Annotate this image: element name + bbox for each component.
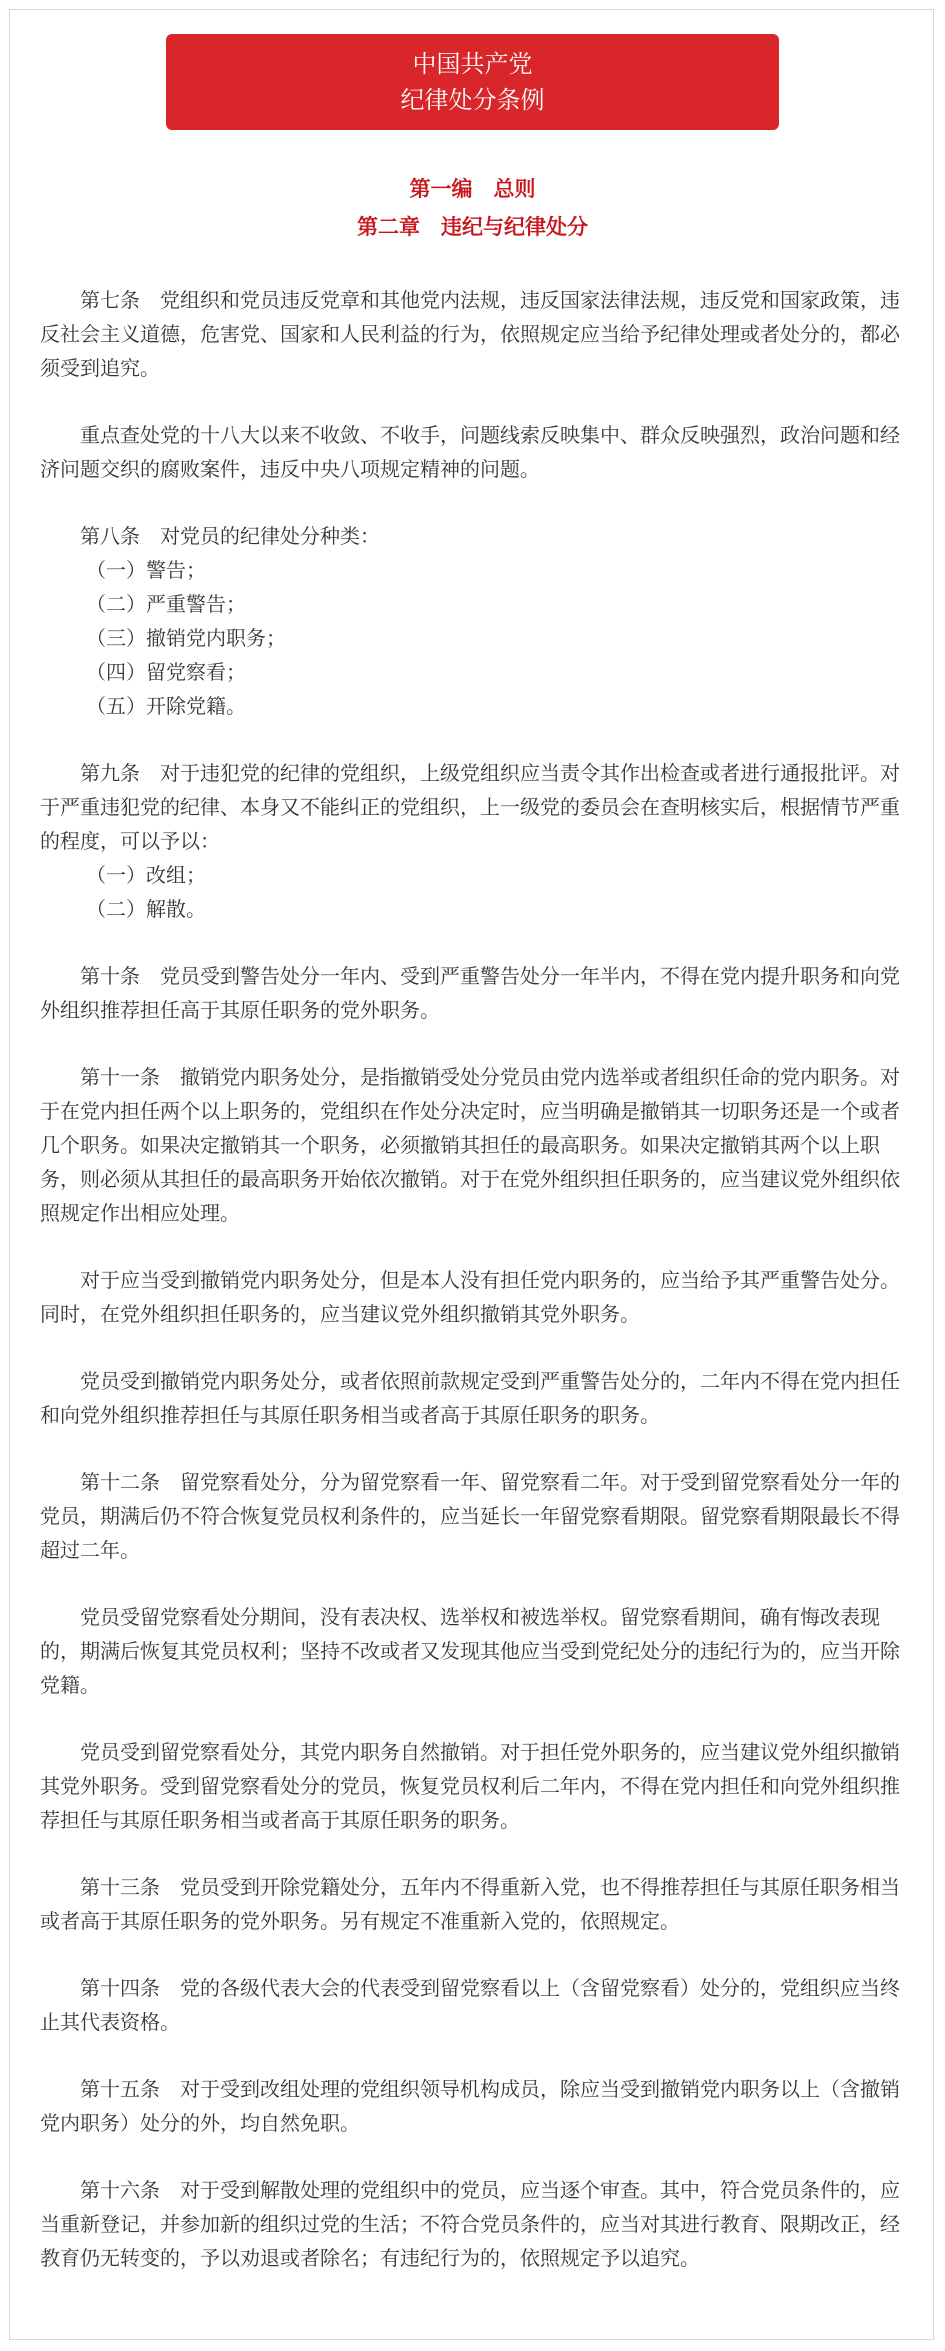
section-headings (0, 170, 945, 246)
article-16: 第十六条 对于受到解散处理的党组织中的党员，应当逐个审查。其中，符合党员条件的，应当重新登记，并参加新的组织过党的生活；不符合党员条件的，应当对其进行教育、限期改正，经教育仍无转变的，予以劝退或者除名；有违纪行为的，依照规定予以追究。 (40, 2178, 900, 2270)
article-7-paragraph-1: 第七条 党组织和党员违反党章和其他党内法规，违反国家法律法规，违反党和国家政策，违反社会主义道德，危害党、国家和人民利益的行为，依照规定应当给予纪律处理或者处分的，都必须受到追究。 (40, 288, 900, 380)
title-line-2: 纪律处分条例 (400, 86, 545, 114)
article-8-intro: 第八条 对党员的纪律处分种类： (80, 524, 380, 548)
article-9-item-1: （一）改组； (86, 863, 206, 887)
article-15: 第十五条 对于受到改组处理的党组织领导机构成员，除应当受到撤销党内职务以上（含撤销党内职务）处分的外，均自然免职。 (40, 2077, 900, 2135)
article-8-item-3: （三）撤销党内职务； (86, 626, 286, 650)
title-banner (166, 34, 779, 130)
article-8-item-5: （五）开除党籍。 (86, 694, 246, 718)
part-heading: 第一编 总则 (409, 177, 536, 201)
article-9 (40, 756, 910, 926)
article-12-paragraph-2: 党员受留党察看处分期间，没有表决权、选举权和被选举权。留党察看期间，确有悔改表现的，期满后恢复其党员权利；坚持不改或者又发现其他应当受到党纪处分的违纪行为的，应当开除党籍。 (40, 1605, 900, 1697)
article-12-paragraph-3: 党员受到留党察看处分，其党内职务自然撤销。对于担任党外职务的，应当建议党外组织撤销其党外职务。受到留党察看处分的党员，恢复党员权利后二年内，不得在党内担任和向党外组织推荐担任与其原任职务相当或者高于其原任职务的职务。 (40, 1740, 900, 1832)
article-12-paragraph-1: 第十二条 留党察看处分，分为留党察看一年、留党察看二年。对于受到留党察看处分一年的党员，期满后仍不符合恢复党员权利条件的，应当延长一年留党察看期限。留党察看期限最长不得超过二年。 (40, 1470, 900, 1562)
article-8-item-4: （四）留党察看； (86, 660, 246, 684)
article-13: 第十三条 党员受到开除党籍处分，五年内不得重新入党，也不得推荐担任与其原任职务相当或者高于其原任职务的党外职务。另有规定不准重新入党的，依照规定。 (40, 1875, 900, 1933)
article-8 (40, 519, 910, 723)
article-10: 第十条 党员受到警告处分一年内、受到严重警告处分一年半内，不得在党内提升职务和向党外组织推荐担任高于其原任职务的党外职务。 (40, 964, 900, 1022)
article-8-item-1: （一）警告； (86, 558, 206, 582)
article-9-item-2: （二）解散。 (86, 897, 206, 921)
article-14: 第十四条 党的各级代表大会的代表受到留党察看以上（含留党察看）处分的，党组织应当终止其代表资格。 (40, 1976, 900, 2034)
chapter-heading: 第二章 违纪与纪律处分 (357, 215, 588, 239)
article-9-intro: 第九条 对于违犯党的纪律的党组织，上级党组织应当责令其作出检查或者进行通报批评。对于严重违犯党的纪律、本身又不能纠正的党组织，上一级党的委员会在查明核实后，根据情节严重的程度，可以予以： (40, 761, 900, 853)
title-line-1: 中国共产党 (412, 50, 533, 78)
article-8-item-2: （二）严重警告； (86, 592, 246, 616)
article-11-paragraph-3: 党员受到撤销党内职务处分，或者依照前款规定受到严重警告处分的，二年内不得在党内担任和向党外组织推荐担任与其原任职务相当或者高于其原任职务的职务。 (40, 1369, 900, 1427)
article-11-paragraph-1: 第十一条 撤销党内职务处分，是指撤销受处分党员由党内选举或者组织任命的党内职务。对于在党内担任两个以上职务的，党组织在作处分决定时，应当明确是撤销其一切职务还是一个或者几个职务。如果决定撤销其一个职务，必须撤销其担任的最高职务。如果决定撤销其两个以上职务，则必须从其担任的最高职务开始依次撤销。对于在党外组织担任职务的，应当建议党外组织依照规定作出相应处理。 (40, 1065, 900, 1225)
article-body (40, 283, 910, 2308)
article-7-paragraph-2: 重点查处党的十八大以来不收敛、不收手，问题线索反映集中、群众反映强烈，政治问题和经济问题交织的腐败案件，违反中央八项规定精神的问题。 (40, 423, 900, 481)
article-11-paragraph-2: 对于应当受到撤销党内职务处分，但是本人没有担任党内职务的，应当给予其严重警告处分。同时，在党外组织担任职务的，应当建议党外组织撤销其党外职务。 (40, 1268, 900, 1326)
